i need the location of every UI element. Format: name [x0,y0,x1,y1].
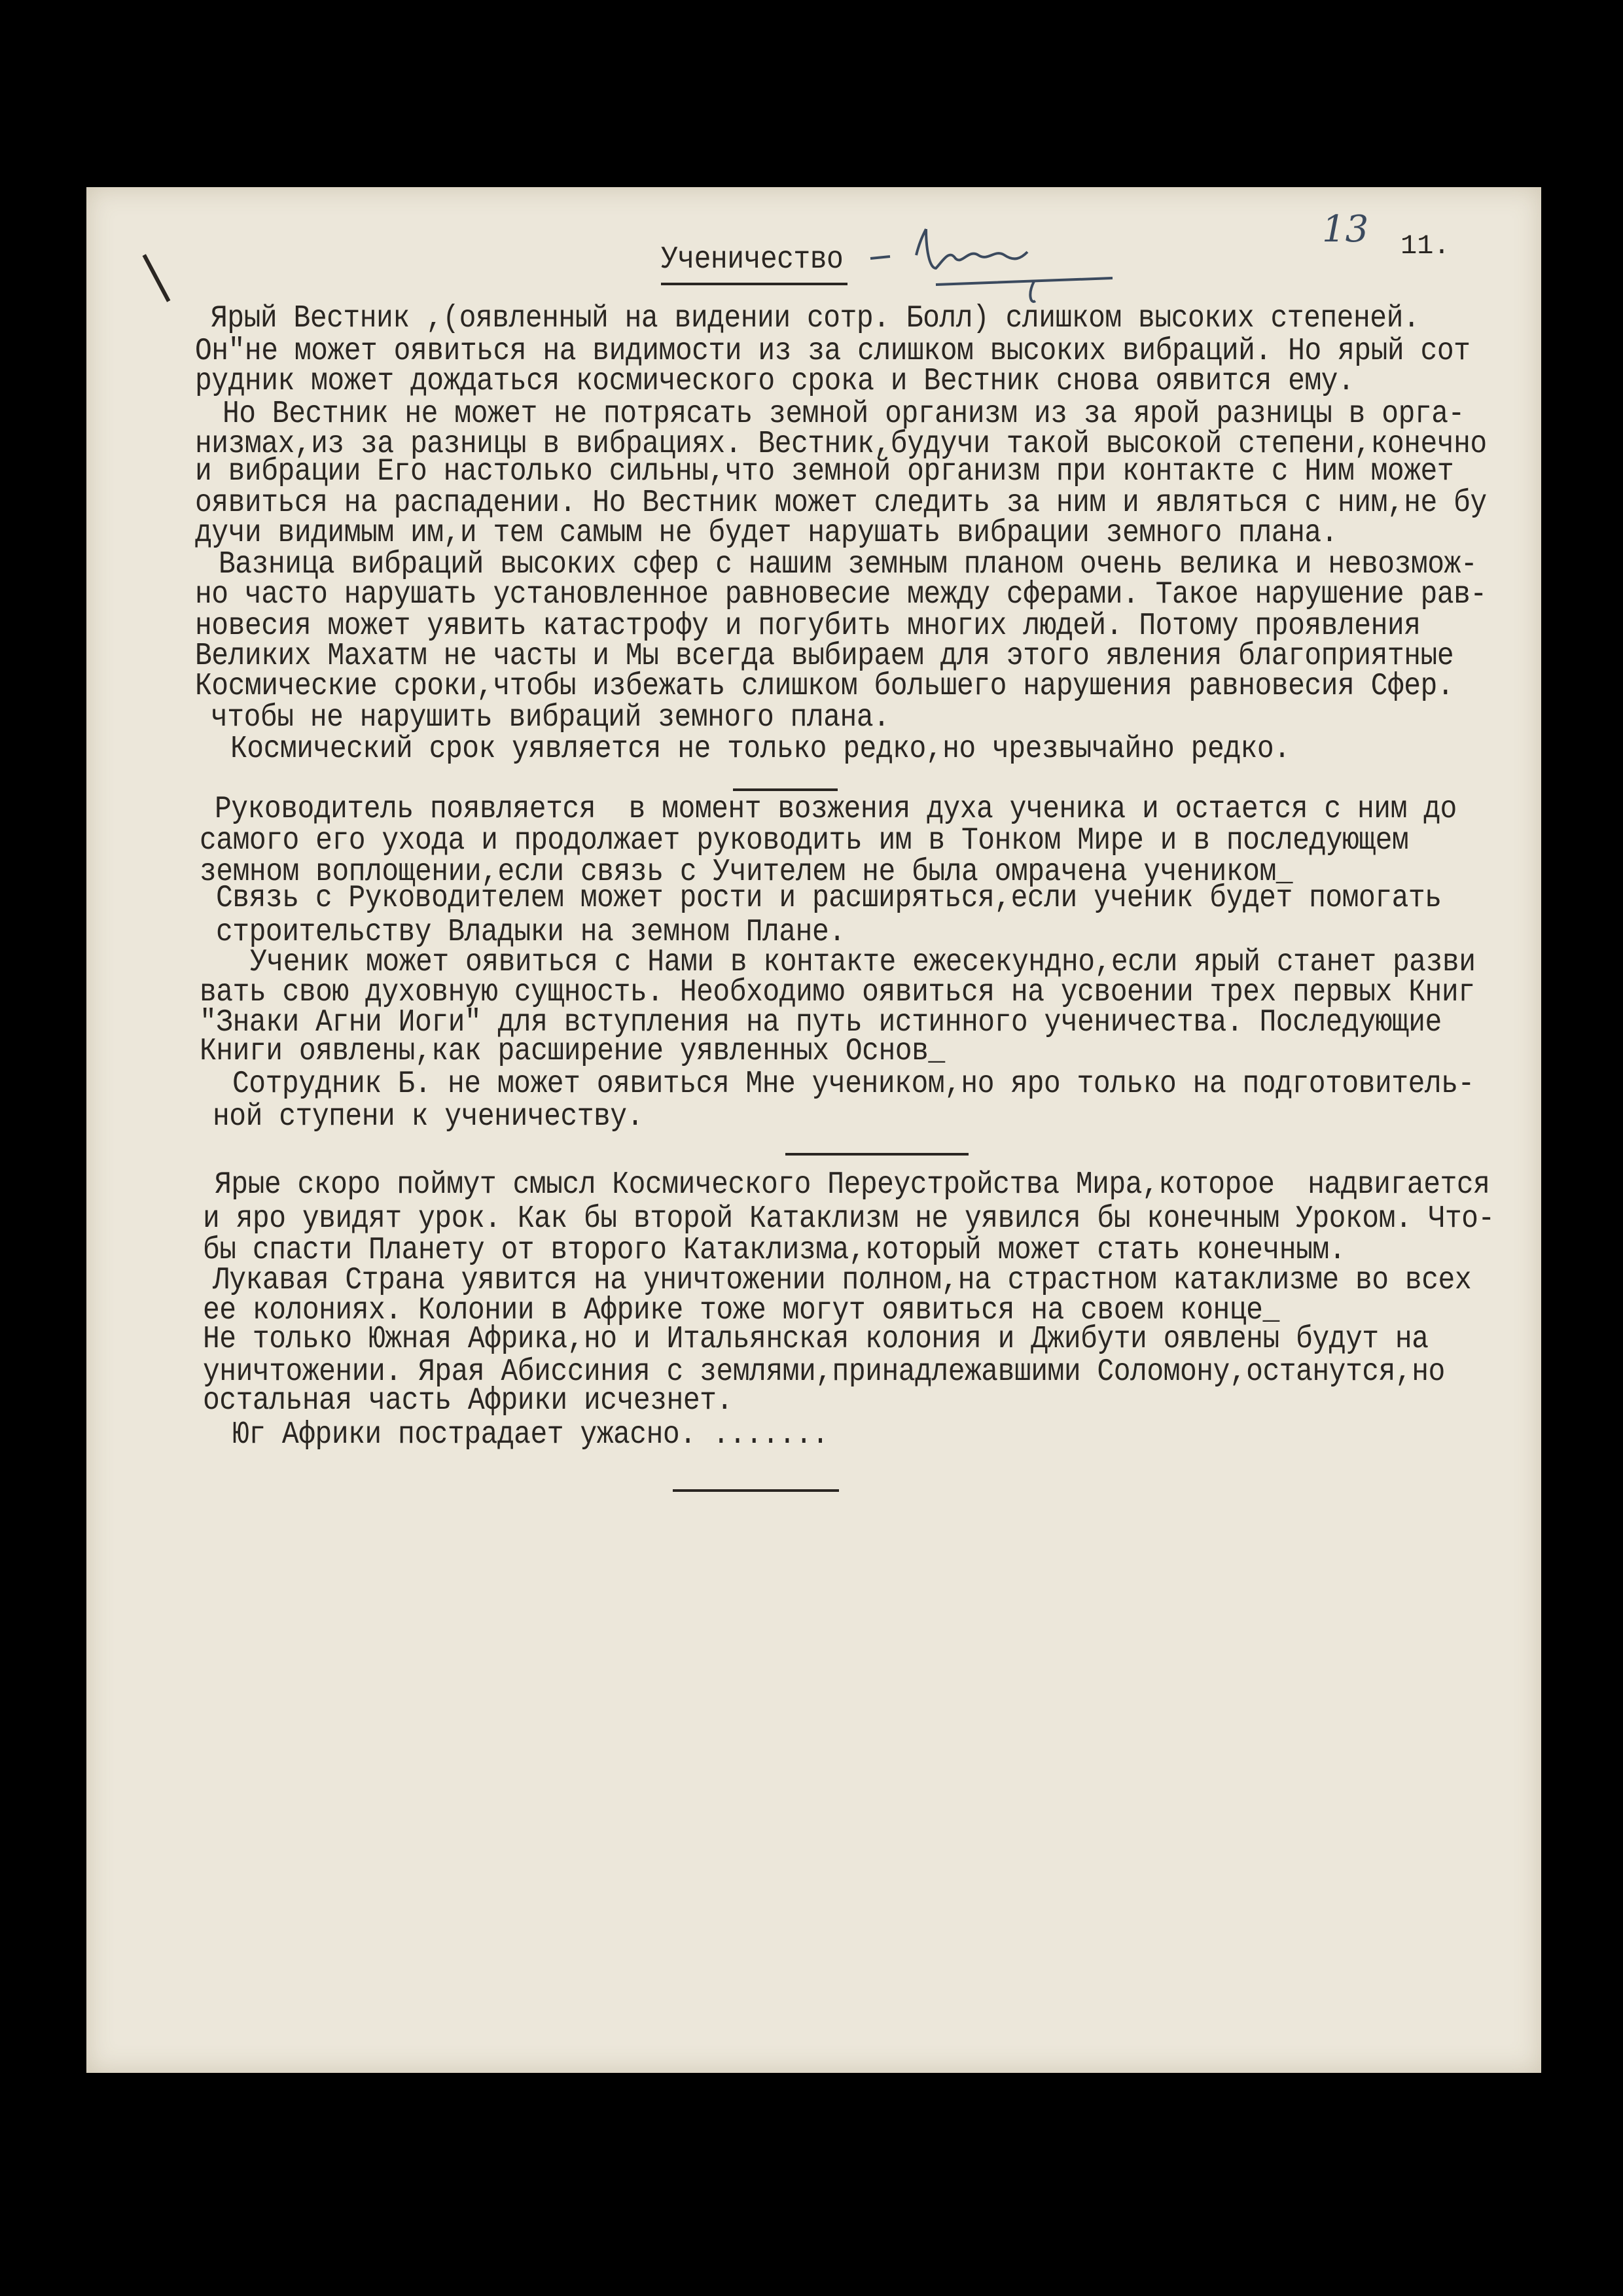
title-underline [661,283,847,285]
text-line: ее колониях. Колонии в Африке тоже могут оявиться на своем конце_ [203,1292,1279,1328]
text-line: уничтожении. Ярая Абиссиния с землями,принадлежавшими Соломону,останутся,но [203,1353,1445,1390]
text-line: остальная часть Африки исчезнет. [203,1382,733,1419]
text-line: Он"не может оявиться на видимости из за слишком высоких вибраций. Но ярый сот [195,332,1471,369]
text-line: земном воплощении,если связь с Учителем не была омрачена учеником_ [200,853,1293,890]
text-line: Лукавая Страна уявится на уничтожении полном,на страстном катаклизме во всех [213,1262,1472,1298]
text-line: Не только Южная Африка,но и Итальянская колония и Джибути оявлены будут на [203,1320,1429,1357]
text-line: низмах,из за разницы в вибрациях. Вестник,будучи такой высокой степени,конечно [195,425,1487,462]
text-line: Юг Африки пострадает ужасно. ....... [232,1416,829,1453]
text-line: Ученик может оявиться с Нами в контакте ежесекундно,если ярый станет разви [250,944,1476,980]
text-line: и яро увидят урок. Как бы второй Катаклизм не уявился бы конечным Уроком. Что- [203,1200,1495,1237]
text-line: Ярые скоро поймут смысл Космического Переустройства Мира,которое надвигается [215,1166,1490,1203]
text-line: строительству Владыки на земном Плане. [216,913,846,950]
text-line: Вазница вибраций высоких сфер с нашим земным планом очень велика и невозмож- [219,546,1478,582]
section-divider [785,1153,969,1156]
end-divider [673,1489,839,1492]
text-line: вать свою духовную сущность. Необходимо оявиться на усвоении трех первых Книг [200,974,1475,1010]
text-line: "Знаки Агни Иоги" для вступления на путь истинного ученичества. Последующие [200,1004,1442,1040]
text-line: Но Вестник не может не потрясать земной организм из за ярой разницы в орга- [223,395,1465,432]
handwritten-number: 13 [1322,208,1369,251]
text-line: ной ступени к ученичеству. [213,1098,643,1135]
text-line: оявиться на распадении. Но Вестник может следить за ним и являться с ним,не бу [195,484,1487,521]
text-line: Космические сроки,чтобы избежать слишком большего нарушения равновесия Сфер. [195,667,1454,704]
document-title: Ученичество [661,241,844,277]
text-line: Связь с Руководителем может рости и расширяться,если ученик будет помогать [216,879,1442,916]
text-line: Великих Махатм не часты и Мы всегда выбираем для этого явления благоприятные [195,637,1454,674]
text-line: рудник может дождаться космического срока и Вестник снова оявится ему. [195,362,1355,399]
text-line: чтобы не нарушить вибраций земного плана. [211,699,890,735]
text-line: Книги оявлены,как расширение уявленных Основ_ [200,1033,945,1069]
text-line: Ярый Вестник ,(оявленный на видении сотр. Болл) слишком высоких степеней. [211,300,1420,336]
text-line: самого его ухода и продолжает руководить им в Тонком Мире и в последующем [200,822,1409,858]
text-line: Сотрудник Б. не может оявиться Мне учеником,но яро только на подготовитель- [232,1065,1474,1102]
text-line: Руководитель появляется в момент возжения духа ученика и остается с ним до [215,790,1457,827]
text-line: Космический срок уявляется не только редко,но чрезвычайно редко. [230,730,1291,767]
page-number: 11. [1400,230,1450,262]
text-line: новесия может уявить катастрофу и погубить многих людей. Потому проявления [195,607,1421,644]
text-line: дучи видимым им,и тем самым не будет нарушать вибрации земного плана. [195,514,1338,551]
text-line: и вибрации Его настолько сильны,что земной организм при контакте с Ним может [195,453,1454,489]
text-line: бы спасти Планету от второго Катаклизма,который может стать конечным. [203,1231,1346,1268]
text-line: но часто нарушать установленное равновесие между сферами. Такое нарушение рав- [195,576,1487,612]
handwritten-signature [864,222,1126,308]
